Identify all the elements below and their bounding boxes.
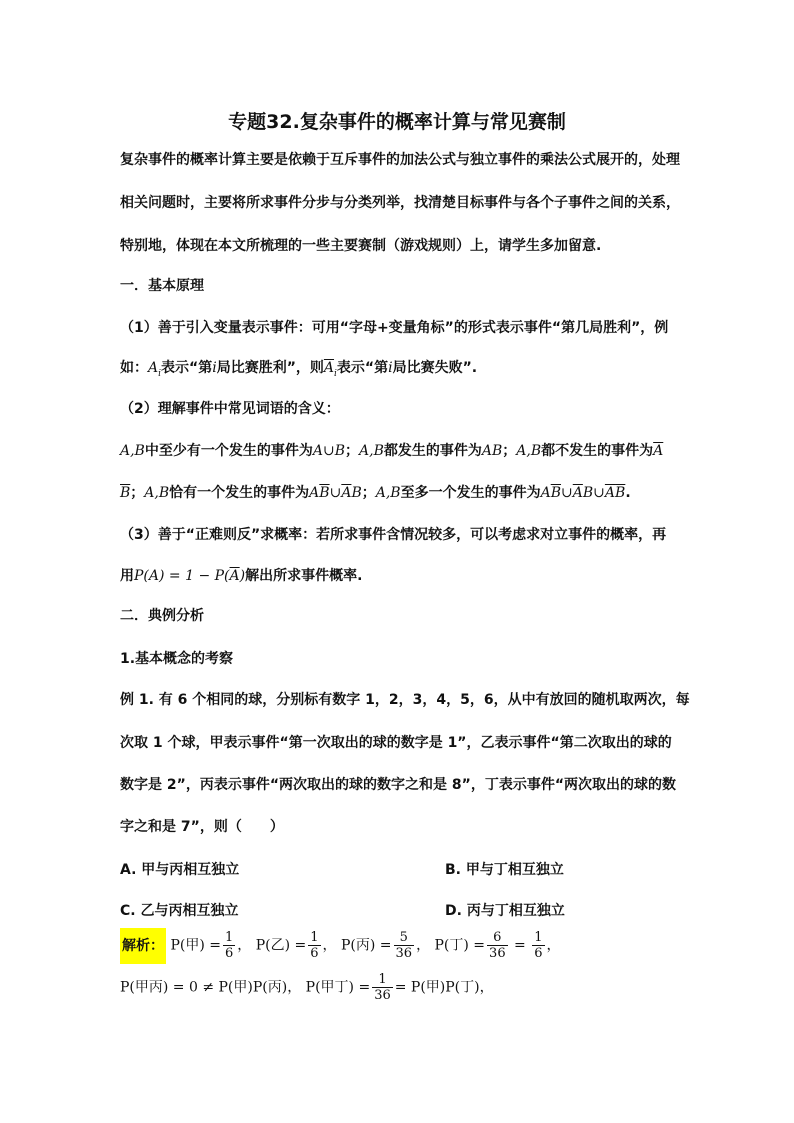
intro-line-1: 复杂事件的概率计算主要是依赖于互斥事件的加法公式与独立事件的乘法公式展开的，处理 xyxy=(120,152,680,168)
event-a-i-complement: $\overline{A}_i$ xyxy=(323,360,337,379)
event-a-i: $A_i$ xyxy=(148,360,162,379)
page-title: 专题32.复杂事件的概率计算与常见赛制 xyxy=(228,111,566,133)
intro-line-2: 相关问题时，主要将所求事件分步与分类列举，找清楚目标事件与各个子事件之间的关系， xyxy=(120,195,680,211)
solution-line-1: 解析： P(甲) = $\frac{1}{6}$ ， P(乙) = $\frac{1}{6}$ ， P(丙) = $\frac{5}{36}$ ， P(丁) = $\frac{6}{36}$ = $\frac{1}{6}$ ， xyxy=(120,930,561,961)
complement-formula: P(A) = 1 − P( xyxy=(134,568,230,584)
option-a: A. 甲与丙相互独立 xyxy=(120,862,240,878)
principle-2-heading: （2）理解事件中常见词语的含义： xyxy=(120,401,340,417)
principle-3-line-2: 用$P(A) = 1 - P(\overline{A})$解出所求事件概率. xyxy=(120,568,363,584)
principle-1-line-1: （1）善于引入变量表示事件：可用“字母+变量角标”的形式表示事件“第几局胜利”，例 xyxy=(120,320,669,336)
section-heading-basic: 一．基本原理 xyxy=(120,278,204,294)
principle-2-line-1: A,B中至少有一个发生的事件为A∪B；A,B都发生的事件为AB；A,B都不发生的事件为$\overline{A}$ xyxy=(120,443,664,459)
section-heading-examples: 二．典例分析 xyxy=(120,608,204,624)
intro-line-3: 特别地，体现在本文所梳理的一些主要赛制（游戏规则）上，请学生多加留意. xyxy=(120,238,602,254)
option-c: C. 乙与丙相互独立 xyxy=(120,903,239,919)
example-line-4: 字之和是 7”，则（ ） xyxy=(120,819,284,835)
example-line-2: 次取 1 个球，甲表示事件“第一次取出的球的数字是 1”，乙表示事件“第二次取出的球的 xyxy=(120,735,672,751)
example-line-3: 数字是 2”，丙表示事件“两次取出的球的数字之和是 8”，丁表示事件“两次取出的球的数 xyxy=(120,777,677,793)
subsection-basic-concepts: 1.基本概念的考察 xyxy=(120,651,234,667)
example-line-1: 例 1. 有 6 个相同的球，分别标有数字 1，2，3，4，5，6，从中有放回的随机取两次，每 xyxy=(120,692,690,708)
option-b: B. 甲与丁相互独立 xyxy=(445,862,564,878)
solution-line-2: P(甲丙) = 0 ≠ P(甲)P(丙)， P(甲丁) = $\frac{1}{36}$ = P(甲)P(丁)， xyxy=(120,972,494,1003)
solution-label: 解析： xyxy=(120,928,166,964)
principle-2-line-2: $\overline{B}$；A,B恰有一个发生的事件为$A\overline{B}\cup\overline{A}B$；A,B至多一个发生的事件为$A\overline{B}\cup\overline{A}B\cup\overline{A}\overline{B}$. xyxy=(120,485,631,501)
option-d: D. 丙与丁相互独立 xyxy=(445,903,565,919)
principle-1-line-2: 如：$A_i$表示“第i局比赛胜利”，则$\overline{A}_i$表示“第i局比赛失败”. xyxy=(120,360,478,379)
principle-3-line-1: （3）善于“正难则反”求概率：若所求事件含情况较多，可以考虑求对立事件的概率，再 xyxy=(120,527,667,543)
